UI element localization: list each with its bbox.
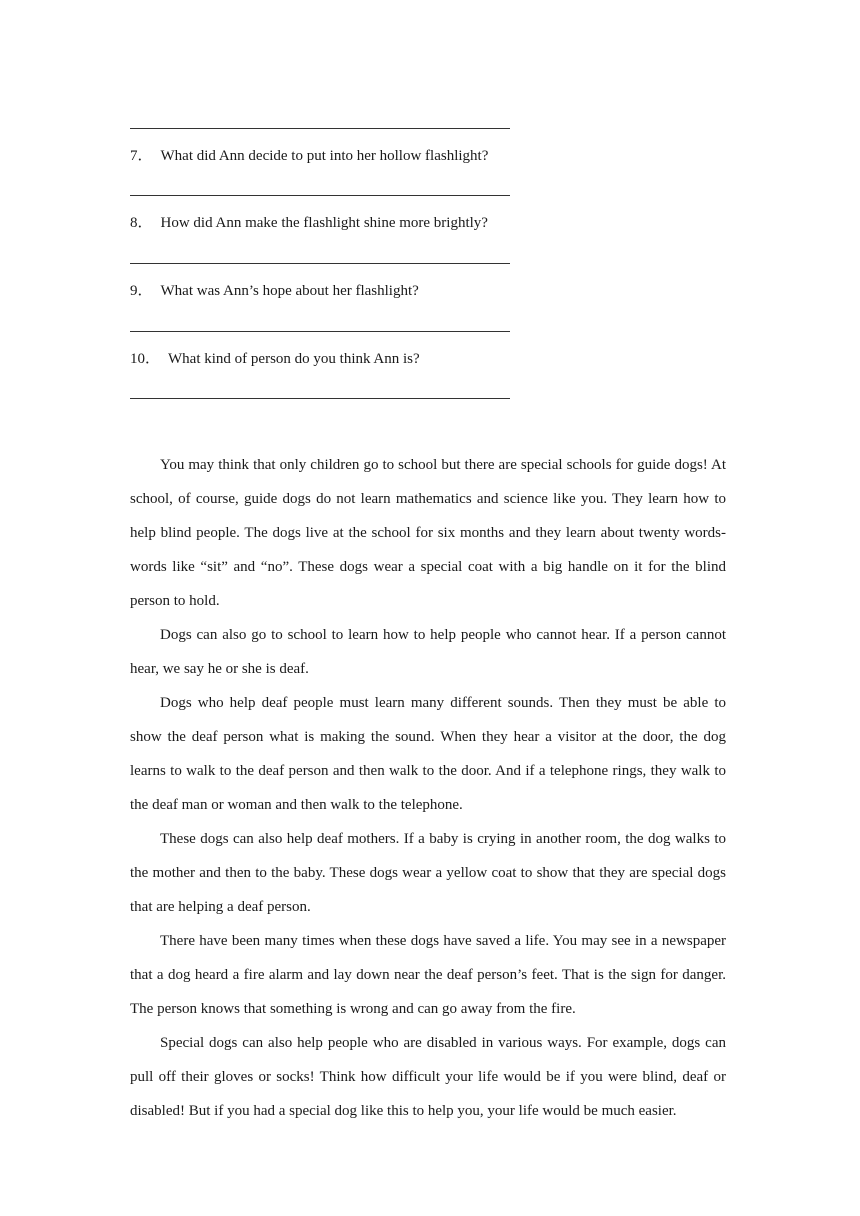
question-8	[130, 213, 488, 233]
answer-line-9	[130, 331, 510, 332]
question-10	[130, 349, 420, 369]
question-number: 10．	[130, 351, 161, 367]
question-7	[130, 146, 488, 166]
question-text: What did Ann decide to put into her hollow flashlight?	[160, 148, 489, 164]
passage-paragraph: Special dogs can also help people who are disabled in various ways. For example, dogs can pull off their gloves or socks! Think how difficult your life would be if you were blind, deaf or disabled! But if you had a special dog like this to help you, your life would be much easier.	[130, 1035, 726, 1119]
question-number: 8．	[130, 215, 153, 231]
question-text: What was Ann’s hope about her flashlight?	[160, 283, 419, 299]
answer-line-8	[130, 263, 510, 264]
question-text: What kind of person do you think Ann is?	[168, 351, 420, 367]
passage-paragraph: These dogs can also help deaf mothers. If a baby is crying in another room, the dog walks to the mother and then to the baby. These dogs wear a yellow coat to show that they are special dogs that are helping a deaf person.	[130, 831, 726, 915]
question-9	[130, 281, 419, 301]
question-number: 9．	[130, 283, 153, 299]
passage-paragraph: Dogs can also go to school to learn how to help people who cannot hear. If a person cannot hear, we say he or she is deaf.	[130, 627, 726, 677]
passage-paragraph: There have been many times when these dogs have saved a life. You may see in a newspaper that a dog heard a fire alarm and lay down near the deaf person’s feet. That is the sign for danger. The person knows that something is wrong and can go away from the fire.	[130, 933, 726, 1017]
answer-line-10	[130, 398, 510, 399]
passage-paragraph: Dogs who help deaf people must learn many different sounds. Then they must be able to show the deaf person what is making the sound. When they hear a visitor at the door, the dog learns to walk to the deaf person and then walk to the door. And if a telephone rings, they walk to the deaf man or woman and then walk to the telephone.	[130, 695, 726, 813]
answer-line-6	[130, 128, 510, 129]
reading-passage	[130, 448, 726, 1128]
question-number: 7．	[130, 148, 153, 164]
question-text: How did Ann make the flashlight shine more brightly?	[160, 215, 488, 231]
passage-paragraph: You may think that only children go to school but there are special schools for guide dogs! At school, of course, guide dogs do not learn mathematics and science like you. They learn how to help blind people. The dogs live at the school for six months and they learn about twenty words-words like “sit” and “no”. These dogs wear a special coat with a big handle on it for the blind person to hold.	[130, 457, 726, 609]
answer-line-7	[130, 195, 510, 196]
